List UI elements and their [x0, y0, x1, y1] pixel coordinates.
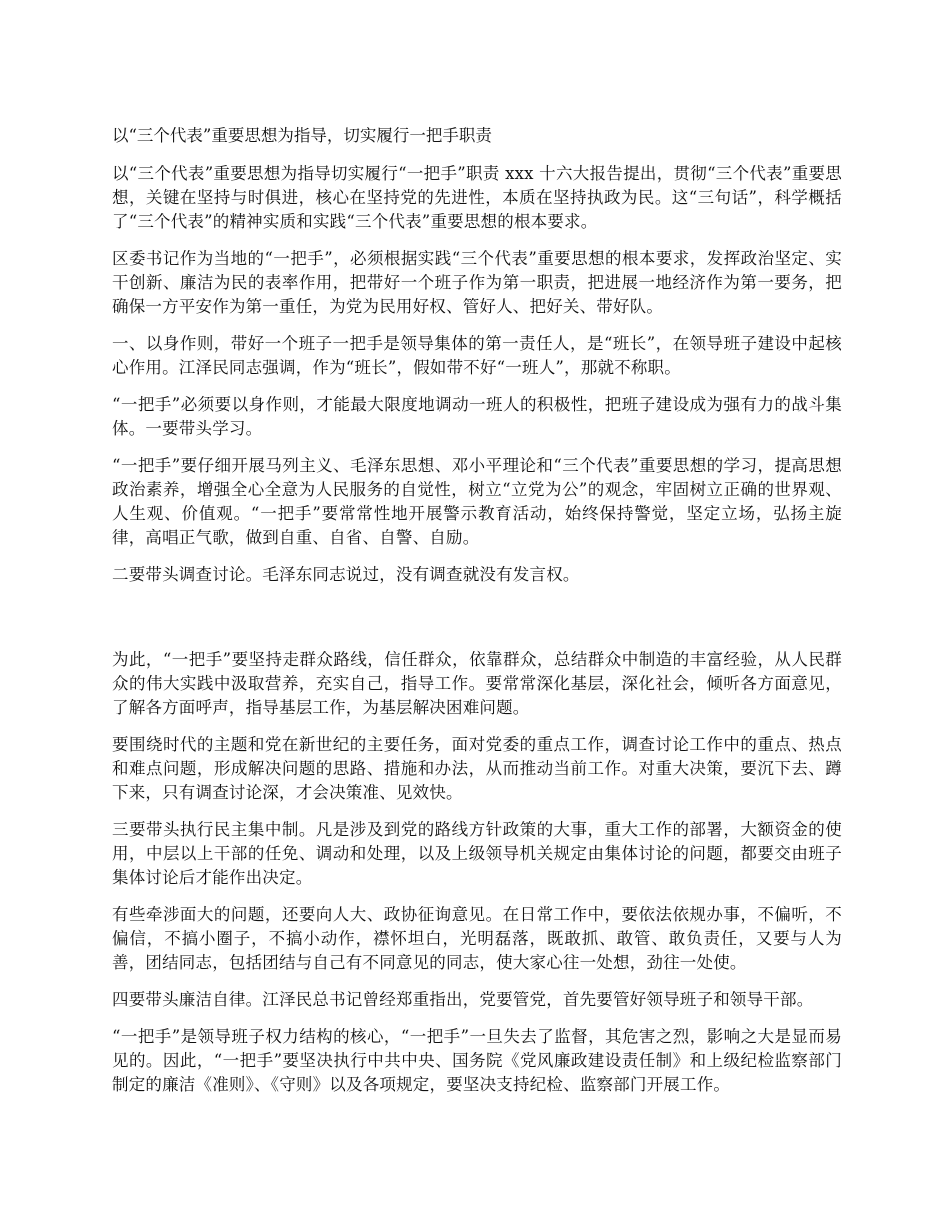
paragraph-7: 为此，“一把手”要坚持走群众路线，信任群众，依靠群众，总结群众中制造的丰富经验，从人民群众的伟大实践中汲取营养，充实自己，指导工作。要常常深化基层，深化社会，倾听各方面意见，了解各方面呼声，指导基层工作，为基层解决困难问题。 — [112, 650, 842, 717]
paragraph-10: 有些牵涉面大的问题，还要向人大、政协征询意见。在日常工作中，要依法依规办事，不偏听，不偏信，不搞小圈子，不搞小动作，襟怀坦白，光明磊落，既敢抓、敢管、敢负责任，又要与人为善，团结同志，包括团结与自己有不同意见的同志，使大家心往一处想，劲往一处使。 — [112, 905, 842, 972]
document-title: 以“三个代表”重要思想为指导，切实履行一把手职责 — [112, 126, 492, 145]
paragraph-1: 以“三个代表”重要思想为指导切实履行“一把手”职责 xxx 十六大报告提出，贯彻“三个代表”重要思想，关键在坚持与时俱进，核心在坚持党的先进性，本质在坚持执政为民。这“三句话”，科学概括了“三个代表”的精神实质和实践“三个代表”重要思想的根本要求。 — [112, 164, 842, 231]
section-gap — [112, 600, 842, 648]
document-page — [112, 124, 842, 1110]
paragraph-9: 三要带头执行民主集中制。凡是涉及到党的路线方针政策的大事，重大工作的部署，大额资金的使用，中层以上干部的任免、调动和处理，以及上级领导机关规定由集体讨论的问题，都要交由班子集体讨论后才能作出决定。 — [112, 820, 842, 887]
paragraph-4: “一把手”必须要以身作则，才能最大限度地调动一班人的积极性，把班子建设成为强有力的战斗集体。一要带头学习。 — [112, 395, 842, 438]
paragraph-2: 区委书记作为当地的“一把手”，必须根据实践“三个代表”重要思想的根本要求，发挥政治坚定、实干创新、廉洁为民的表率作用，把带好一个班子作为第一职责，把进展一地经济作为第一要务，把确保一方平安作为第一重任，为党为民用好权、管好人、把好关、带好队。 — [112, 249, 842, 316]
paragraph-8: 要围绕时代的主题和党在新世纪的主要任务，面对党委的重点工作，调查讨论工作中的重点、热点和难点问题，形成解决问题的思路、措施和办法，从而推动当前工作。对重大决策，要沉下去、蹲下来，只有调查讨论深，才会决策准、见效快。 — [112, 735, 842, 802]
paragraph-11: 四要带头廉洁自律。江泽民总书记曾经郑重指出，党要管党，首先要管好领导班子和领导干部。 — [112, 990, 814, 1009]
paragraph-12: “一把手”是领导班子权力结构的核心，“一把手”一旦失去了监督，其危害之烈，影响之大是显而易见的。因此，“一把手”要坚决执行中共中央、国务院《党风廉政建设责任制》和上级纪检监察部门制定的廉洁《准则》、《守则》以及各项规定，要坚决支持纪检、监察部门开展工作。 — [112, 1027, 842, 1094]
paragraph-6: 二要带头调查讨论。毛泽东同志说过，没有调查就没有发言权。 — [112, 565, 580, 584]
paragraph-5: “一把手”要仔细开展马列主义、毛泽东思想、邓小平理论和“三个代表”重要思想的学习，提高思想政治素养，增强全心全意为人民服务的自觉性，树立“立党为公”的观念，牢固树立正确的世界观、人生观、价值观。“一把手”要常常性地开展警示教育活动，始终保持警觉，坚定立场，弘扬主旋律，高唱正气歌，做到自重、自省、自警、自励。 — [112, 456, 842, 547]
paragraph-3: 一、以身作则，带好一个班子一把手是领导集体的第一责任人，是“班长”，在领导班子建设中起核心作用。江泽民同志强调，作为“班长”，假如带不好“一班人”，那就不称职。 — [112, 334, 842, 377]
